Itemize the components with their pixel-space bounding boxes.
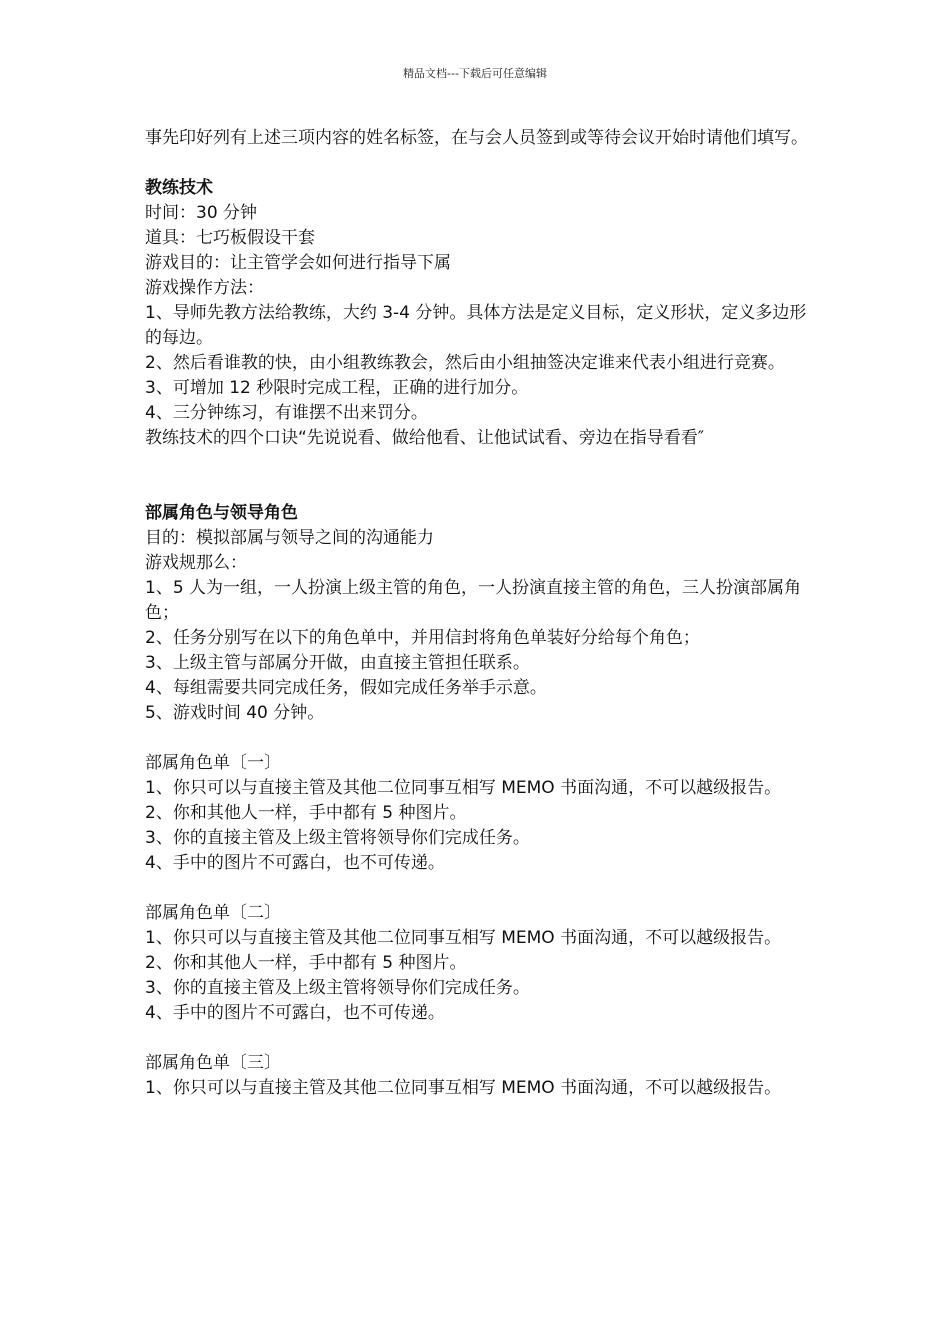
spacer [145, 151, 810, 176]
section-line: 目的：模拟部属与领导之间的沟通能力 [145, 528, 434, 548]
role-sheet-title: 部属角色单〔二〕 [145, 903, 281, 923]
role-sheet-line: 1、你只可以与直接主管及其他二位同事互相写 MEMO 书面沟通，不可以越级报告。 [145, 928, 782, 948]
page-header: 精品文档---下载后可任意编辑 [403, 67, 547, 80]
section-line: 1、5 人为一组，一人扮演上级主管的角色，一人扮演直接主管的角色，三人扮演部属角色； [145, 578, 802, 623]
role-sheet-line: 3、你的直接主管及上级主管将领导你们完成任务。 [145, 978, 530, 998]
section-line: 4、三分钟练习，有谁摆不出来罚分。 [145, 403, 428, 423]
section-line: 游戏目的：让主管学会如何进行指导下属 [145, 253, 451, 273]
spacer [145, 1026, 810, 1051]
section-line: 2、然后看谁教的快，由小组教练教会，然后由小组抽签决定谁来代表小组进行竞赛。 [145, 353, 785, 373]
section-title: 教练技术 [145, 178, 213, 198]
document-body [145, 126, 810, 1101]
section-line: 3、上级主管与部属分开做，由直接主管担任联系。 [145, 653, 530, 673]
role-sheet-line: 4、手中的图片不可露白，也不可传递。 [145, 853, 445, 873]
section-line: 3、可增加 12 秒限时完成工程，正确的进行加分。 [145, 378, 529, 398]
role-sheet-title: 部属角色单〔一〕 [145, 753, 281, 773]
role-sheet-2 [145, 901, 810, 1026]
section-line: 5、游戏时间 40 分钟。 [145, 703, 325, 723]
section-line: 4、每组需要共同完成任务，假如完成任务举手示意。 [145, 678, 547, 698]
section-line: 游戏操作方法： [145, 278, 264, 298]
spacer [145, 726, 810, 751]
section-line: 2、任务分别写在以下的角色单中，并用信封将角色单装好分给每个角色； [145, 628, 700, 648]
role-sheet-line: 1、你只可以与直接主管及其他二位同事互相写 MEMO 书面沟通，不可以越级报告。 [145, 1078, 782, 1098]
role-sheet-line: 3、你的直接主管及上级主管将领导你们完成任务。 [145, 828, 530, 848]
spacer [145, 451, 810, 501]
role-sheet-3 [145, 1051, 810, 1101]
role-sheet-1 [145, 751, 810, 876]
section-coaching [145, 176, 810, 451]
section-line: 1、导师先教方法给教练，大约 3-4 分钟。具体方法是定义目标，定义形状，定义多边形的每边。 [145, 303, 807, 348]
section-title: 部属角色与领导角色 [145, 503, 298, 523]
section-line: 道具：七巧板假设干套 [145, 228, 315, 248]
section-line: 时间：30 分钟 [145, 203, 258, 223]
role-sheet-line: 4、手中的图片不可露白，也不可传递。 [145, 1003, 445, 1023]
spacer [145, 876, 810, 901]
role-sheet-title: 部属角色单〔三〕 [145, 1053, 281, 1073]
role-sheet-line: 2、你和其他人一样，手中都有 5 种图片。 [145, 803, 467, 823]
section-line: 教练技术的四个口诀“先说说看、做给他看、让他试试看、旁边在指导看看″ [145, 428, 705, 448]
section-roles [145, 501, 810, 726]
section-line: 游戏规那么： [145, 553, 247, 573]
role-sheet-line: 1、你只可以与直接主管及其他二位同事互相写 MEMO 书面沟通，不可以越级报告。 [145, 778, 782, 798]
intro-paragraph: 事先印好列有上述三项内容的姓名标签，在与会人员签到或等待会议开始时请他们填写。 [145, 128, 808, 148]
role-sheet-line: 2、你和其他人一样，手中都有 5 种图片。 [145, 953, 467, 973]
